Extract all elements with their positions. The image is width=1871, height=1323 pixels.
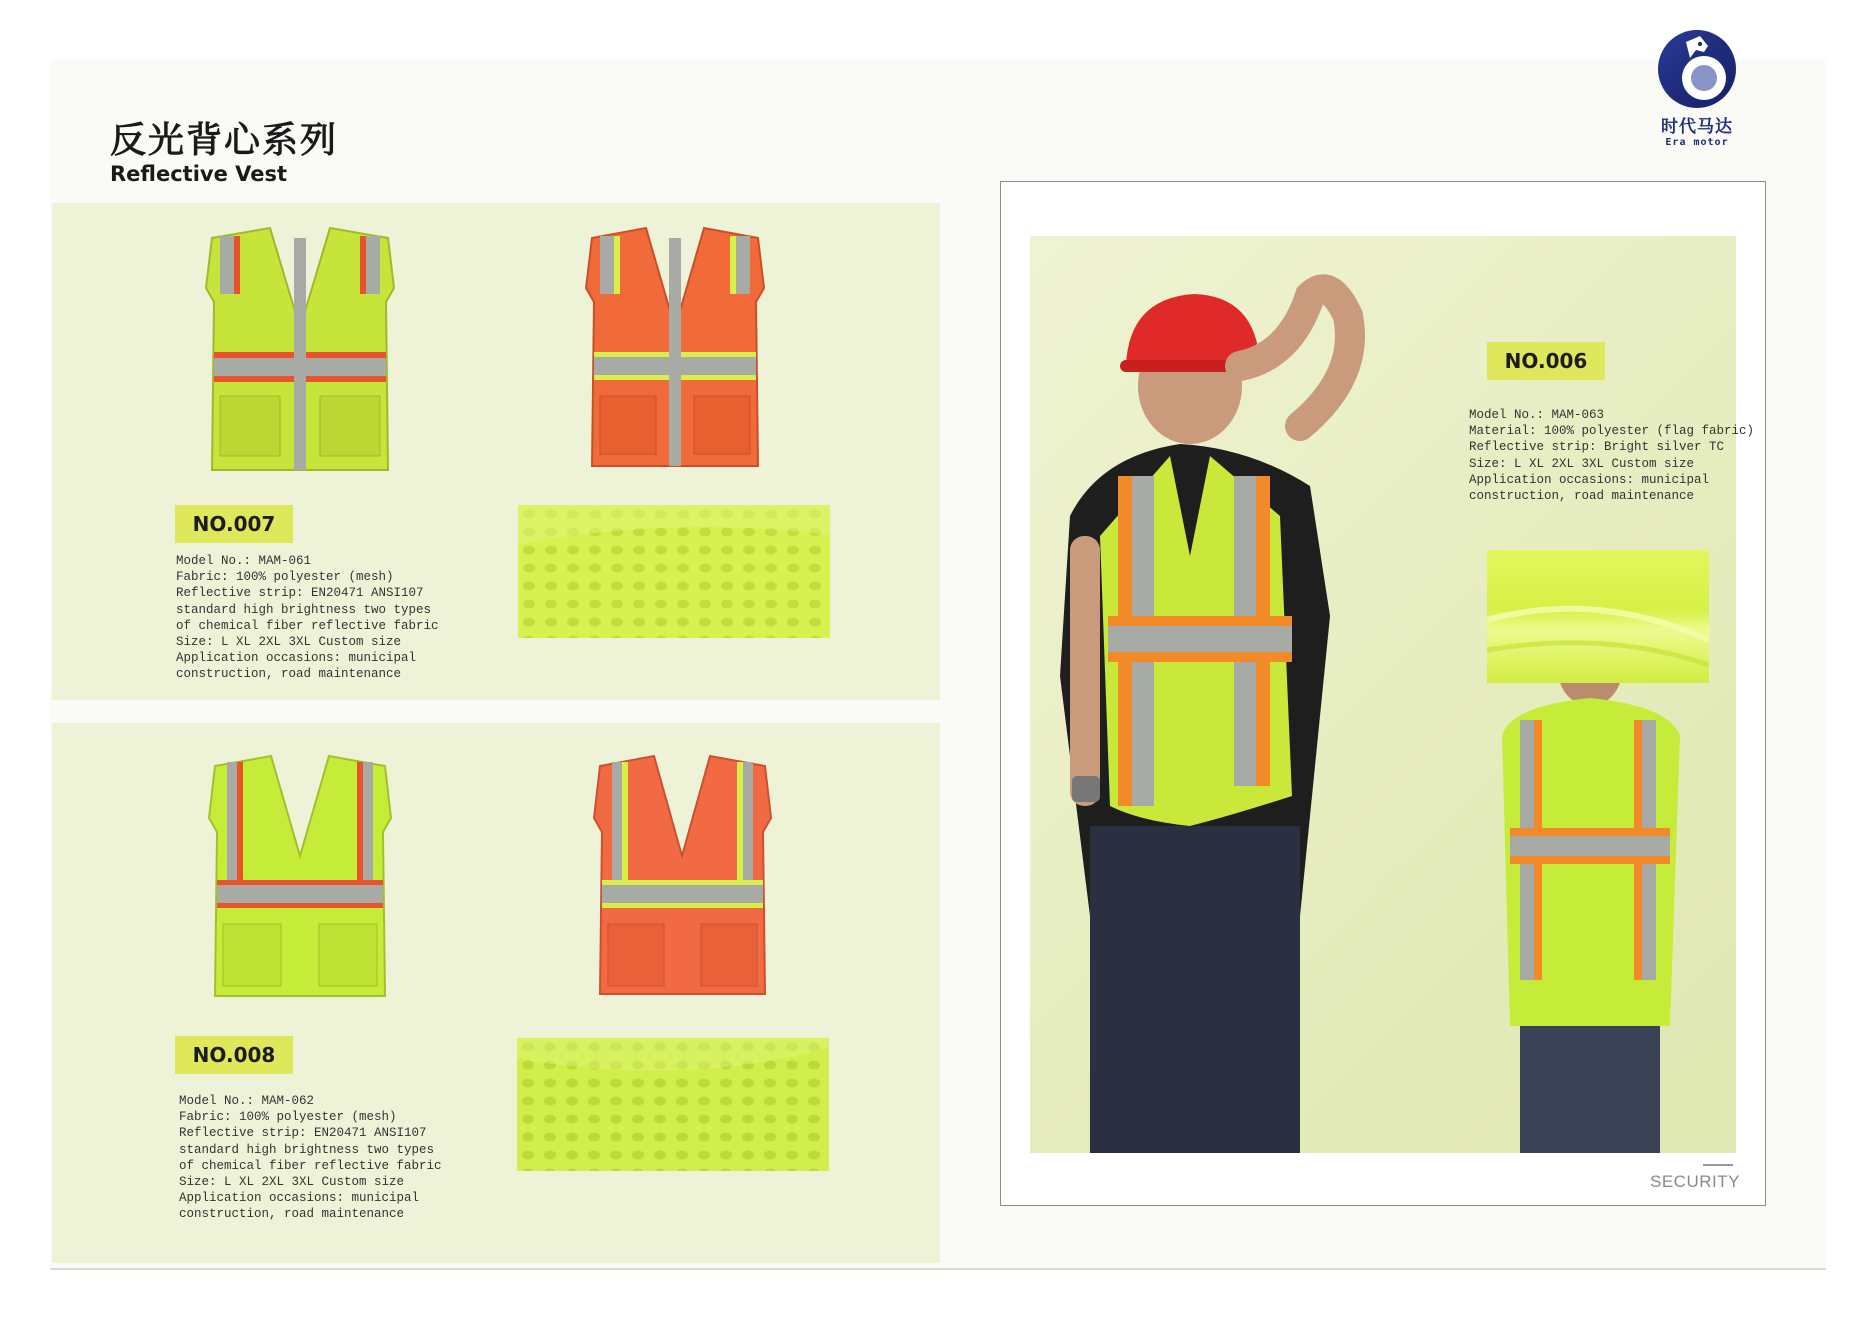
spec-line: construction, road maintenance [179,1207,405,1222]
brand-logo [1628,28,1766,158]
product-number-badge: NO.007 [175,505,293,543]
spec-line: Reflective strip: Bright silver TC [1469,440,1725,455]
spec-line: Model No.: MAM-063 [1469,408,1605,422]
model-photo [1030,236,1736,1153]
product-specs-006 [1469,407,1754,504]
fabric-swatch-flag-006 [1487,550,1709,683]
spec-line: Fabric: 100% polyester (mesh) [179,1110,397,1125]
spec-line: Fabric: 100% polyester (mesh) [176,570,394,585]
product-specs-008 [179,1093,442,1223]
logo-name-cn: 时代马达 [1661,117,1733,137]
spec-line: Model No.: MAM-062 [179,1094,315,1108]
fabric-swatch-mesh-008 [517,1038,829,1171]
spec-line: Reflective strip: EN20471 ANSI107 [179,1126,427,1141]
spec-line: Application occasions: municipal [1469,472,1710,487]
footer-label: SECURITY [1650,1172,1740,1191]
spec-line: Material: 100% polyester (flag fabric) [1469,424,1755,439]
page-title-en: Reflective Vest [110,162,288,186]
spec-line: Application occasions: municipal [179,1191,420,1206]
vest-image-orange-007 [580,218,770,476]
vest-image-yellow-008 [205,748,395,1008]
page-title-cn: 反光背心系列 [110,120,339,161]
spec-line: standard high brightness two types [176,602,432,617]
spec-line: Model No.: MAM-061 [176,554,312,568]
horse-head-icon [1656,28,1738,110]
spec-line: Application occasions: municipal [176,651,417,666]
spec-line: Size: L XL 2XL 3XL Custom size [176,635,402,650]
worker-illustration [1030,236,1736,1153]
spec-line: standard high brightness two types [179,1142,435,1157]
spec-line: Size: L XL 2XL 3XL Custom size [179,1175,405,1190]
spec-line: construction, road maintenance [1469,489,1695,504]
logo-name-en: Era motor [1665,137,1729,148]
spec-line: of chemical fiber reflective fabric [179,1158,442,1173]
fabric-swatch-mesh-007 [518,505,830,638]
product-number-badge: NO.008 [175,1036,293,1074]
spec-line: construction, road maintenance [176,667,402,682]
product-specs-007 [176,553,439,683]
product-number-badge: NO.006 [1487,342,1605,380]
spec-line: Reflective strip: EN20471 ANSI107 [176,586,424,601]
bottom-divider [50,1268,1826,1270]
spec-line: Size: L XL 2XL 3XL Custom size [1469,456,1695,471]
vest-image-yellow-007 [200,218,400,480]
vest-image-orange-008 [590,748,775,1006]
footer-rule [1703,1164,1733,1166]
spec-line: of chemical fiber reflective fabric [176,618,439,633]
